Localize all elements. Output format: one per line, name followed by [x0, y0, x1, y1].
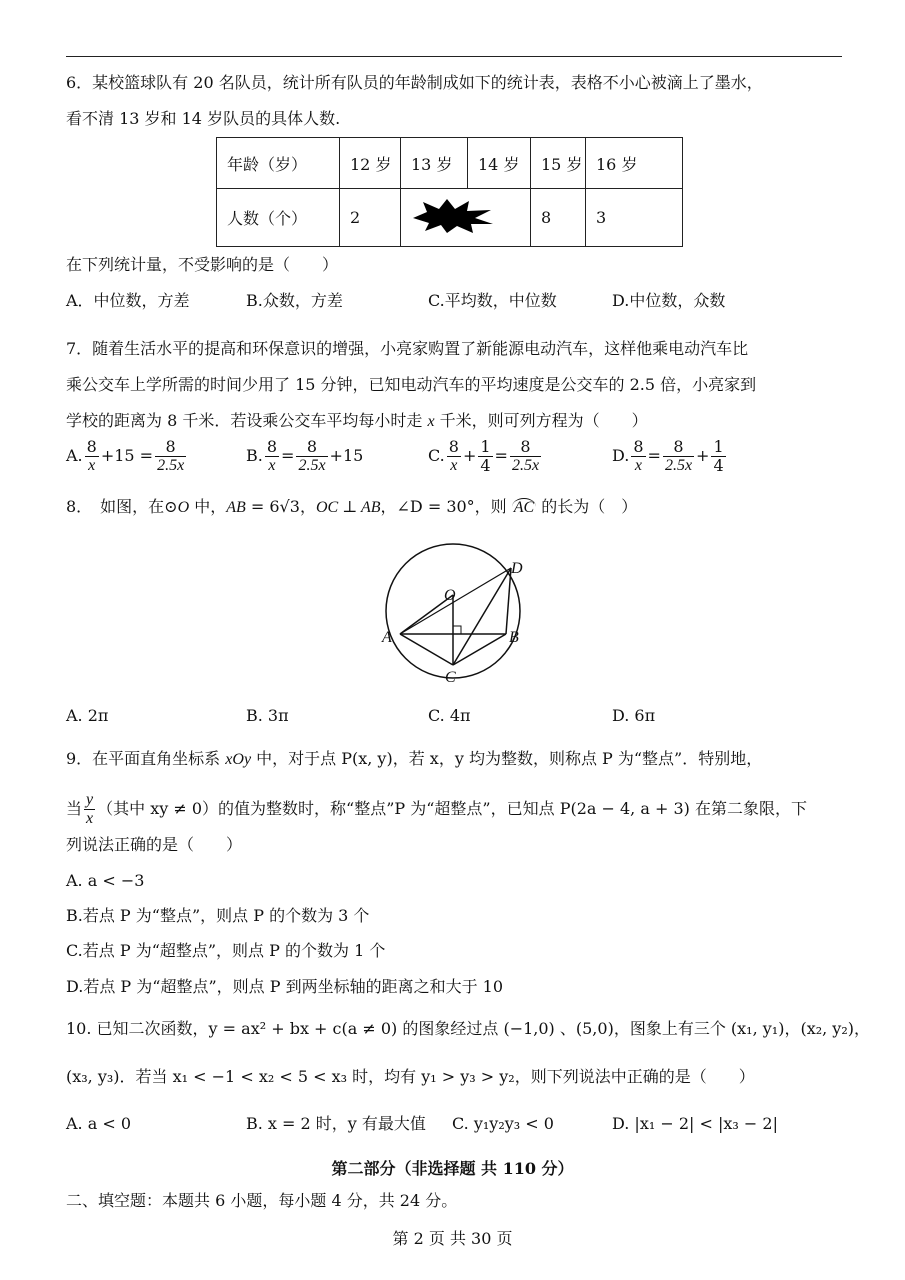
age-header-12: 12 岁 — [340, 138, 401, 189]
q8-option-a: A. 2π — [66, 706, 109, 725]
q7-option-b: B. $\frac{8}{x}$ = $\frac{8}{2.5x}$ +15 — [246, 437, 364, 474]
age-header-13: 13 岁 — [401, 138, 468, 189]
q9-option-c: C.若点 P 为“超整点”，则点 P 的个数为 1 个 — [66, 941, 386, 960]
q10-option-b: B. x = 2 时，y 有最大值 — [246, 1114, 426, 1133]
q6-option-b: B.众数，方差 — [246, 291, 343, 310]
q8-option-b: B. 3π — [246, 706, 289, 725]
page-footer: 第 2 页 共 30 页 — [392, 1229, 513, 1248]
age-header-label: 年龄（岁） — [217, 138, 340, 189]
age-header-15: 15 岁 — [531, 138, 586, 189]
q9-option-b: B.若点 P 为“整点”，则点 P 的个数为 3 个 — [66, 906, 370, 925]
q10-line1: 10. 已知二次函数，y = ax² + bx + c(a ≠ 0) 的图象经过点 (−1,0) 、(5,0)，图象上有三个 (x₁, y₁)，(x₂, y₂)， — [66, 1019, 870, 1038]
q9-line2: 当 $\frac{y}{x}$ （其中 xy ≠ 0）的值为整数时，称“整点”P 为“超整点”，已知点 P(2a − 4, a + 3) 在第二象限，下 — [66, 791, 807, 827]
q7-line1: 7．随着生活水平的提高和环保意识的增强，小亮家购置了新能源电动汽车，这样他乘电动汽车比 — [66, 339, 749, 358]
q6-option-a: A．中位数，方差 — [66, 291, 190, 310]
q10-line2: (x₃, y₃)．若当 x₁ < −1 < x₂ < 5 < x₃ 时，均有 y₁ > y₃ > y₂，则下列说法中正确的是（ ） — [66, 1067, 755, 1086]
q10-option-c: C. y₁y₂y₃ < 0 — [452, 1114, 554, 1133]
q6-option-c: C.平均数，中位数 — [428, 291, 557, 310]
ink-blot-icon — [411, 198, 495, 234]
age-table-count-row — [217, 189, 683, 247]
count-16: 3 — [586, 189, 683, 247]
figure-label-d: D — [511, 560, 523, 577]
figure-label-o: O — [444, 587, 456, 604]
q8-line1: 8． 如图，在⊙O 中，AB = 6√3，OC ⊥ AB，∠D = 30°，则 AC 的长为（ ） — [66, 497, 638, 516]
q6-line1: 6．某校篮球队有 20 名队员，统计所有队员的年龄制成如下的统计表，表格不小心被滴上了墨水， — [66, 73, 763, 92]
count-12: 2 — [340, 189, 401, 247]
part2-title: 第二部分（非选择题 共 110 分） — [331, 1159, 574, 1178]
q7-option-c: C. $\frac{8}{x}$ + $\frac{1}{4}$ = $\frac{8}{2.5x}$ — [428, 437, 540, 475]
q6-line2: 看不清 13 岁和 14 岁队员的具体人数. — [66, 109, 341, 128]
figure-label-b: B — [509, 629, 519, 646]
q8-option-d: D. 6π — [612, 706, 656, 725]
count-15: 8 — [531, 189, 586, 247]
figure-label-a: A — [382, 629, 392, 646]
count-row-label: 人数（个） — [217, 189, 340, 247]
q10-option-a: A. a < 0 — [66, 1114, 132, 1133]
q7-option-a: A. $\frac{8}{x}$ +15 = $\frac{8}{2.5x}$ — [66, 437, 185, 474]
q9-line3: 列说法正确的是（ ） — [66, 835, 243, 854]
top-rule — [66, 56, 842, 57]
q8-option-c: C. 4π — [428, 706, 471, 725]
age-header-14: 14 岁 — [468, 138, 531, 189]
ink-blot-cell — [401, 189, 531, 247]
q9-line1: 9．在平面直角坐标系 xOy 中，对于点 P(x, y)，若 x，y 均为整数，则称点 P 为“整点”．特别地， — [66, 749, 763, 768]
fill-in-intro: 二、填空题：本题共 6 小题，每小题 4 分，共 24 分。 — [66, 1191, 458, 1210]
q7-line3: 学校的距离为 8 千米．若设乘公交车平均每小时走 x 千米，则可列方程为（ ） — [66, 411, 648, 430]
figure-label-c: C — [445, 669, 456, 686]
age-header-16: 16 岁 — [586, 138, 683, 189]
q9-option-d: D.若点 P 为“超整点”，则点 P 到两坐标轴的距离之和大于 10 — [66, 977, 504, 996]
q10-option-d: D. |x₁ − 2| < |x₃ − 2| — [612, 1114, 778, 1133]
q6-option-d: D.中位数，众数 — [612, 291, 726, 310]
q7-line2: 乘公交车上学所需的时间少用了 15 分钟，已知电动汽车的平均速度是公交车的 2.5 倍，小亮家到 — [66, 375, 757, 394]
age-table — [216, 137, 683, 247]
q9-option-a: A. a < −3 — [66, 871, 145, 890]
q6-question: 在下列统计量，不受影响的是（ ） — [66, 255, 339, 274]
q7-option-d: D. $\frac{8}{x}$ = $\frac{8}{2.5x}$ + $\frac{1}{4}$ — [612, 437, 724, 475]
age-table-header-row — [217, 138, 683, 189]
